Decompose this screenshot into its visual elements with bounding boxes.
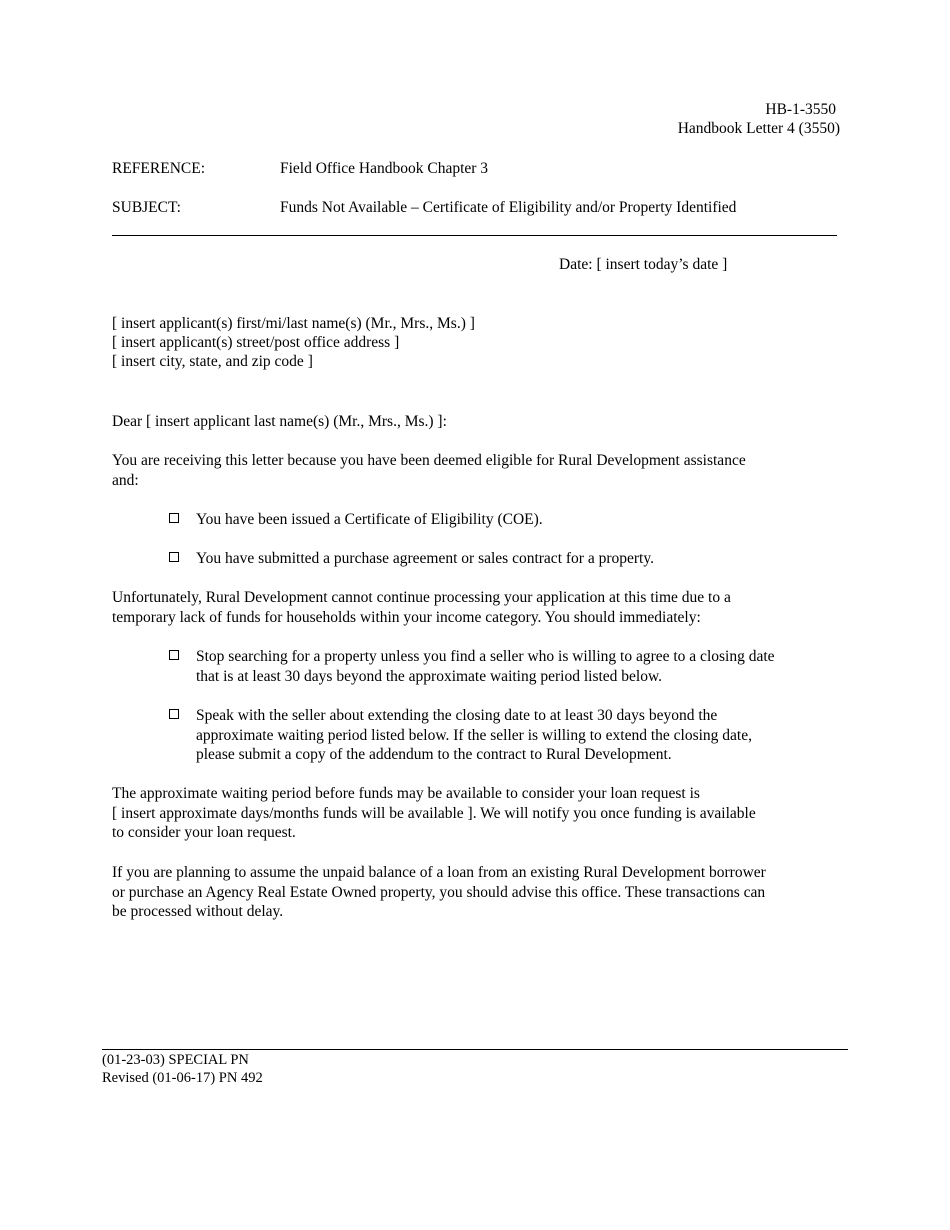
waiting-period-line: to consider your loan request. bbox=[112, 824, 296, 841]
option-purchase-agreement: You have submitted a purchase agreement or sales contract for a property. bbox=[196, 550, 654, 567]
reference-label: REFERENCE: bbox=[112, 160, 206, 177]
checkbox-purchase-agreement[interactable] bbox=[169, 552, 179, 562]
intro-line: and: bbox=[112, 471, 139, 489]
option-coe-issued: You have been issued a Certificate of Eligibility (COE). bbox=[196, 511, 543, 528]
subject-label: SUBJECT: bbox=[112, 199, 181, 216]
address-city-state-zip: [ insert city, state, and zip code ] bbox=[112, 353, 313, 370]
form-number: HB-1-3550 bbox=[765, 101, 836, 118]
subject-value: Funds Not Available – Certificate of Eligibility and/or Property Identified bbox=[280, 199, 737, 216]
footer-divider bbox=[102, 1049, 848, 1050]
assume-loan-line: If you are planning to assume the unpaid balance of a loan from an existing Rural Development borrower bbox=[112, 864, 766, 881]
action-stop-searching: Stop searching for a property unless you find a seller who is willing to agree to a closing date that is at least 30 days beyond the approximate waiting period listed below. bbox=[196, 648, 775, 685]
assume-loan-line: be processed without delay. bbox=[112, 903, 284, 920]
intro-line: You are receiving this letter because you have been deemed eligible for Rural Development assistance bbox=[112, 452, 746, 469]
footer-line-2: Revised (01-06-17) PN 492 bbox=[102, 1070, 263, 1086]
intro-paragraph bbox=[112, 451, 842, 490]
action-speak-with-seller: Speak with the seller about extending the closing date to at least 30 days beyond the approximate waiting period listed below. If the seller is willing to extend the closing date, please submit a copy of the addendum to the contract to Rural Development. bbox=[196, 707, 752, 763]
unfortunately-line: temporary lack of funds for households within your income category. You should immediately: bbox=[112, 608, 701, 626]
address-block bbox=[112, 314, 842, 371]
address-name: [ insert applicant(s) first/mi/last name(s) (Mr., Mrs., Ms.) ] bbox=[112, 315, 475, 332]
unfortunately-line: Unfortunately, Rural Development cannot continue processing your application at this time due to a bbox=[112, 589, 731, 606]
assume-loan-line: or purchase an Agency Real Estate Owned property, you should advise this office. These transactions can bbox=[112, 883, 766, 901]
header-divider bbox=[112, 235, 837, 236]
date-line: Date: [ insert today’s date ] bbox=[559, 256, 728, 273]
footer-line-1: (01-23-03) SPECIAL PN bbox=[102, 1052, 249, 1068]
assume-loan-paragraph bbox=[112, 863, 842, 922]
waiting-period-line: The approximate waiting period before funds may be available to consider your loan request is bbox=[112, 785, 700, 802]
checkbox-speak-with-seller[interactable] bbox=[169, 709, 179, 719]
address-street: [ insert applicant(s) street/post office address ] bbox=[112, 334, 400, 351]
unfortunately-paragraph bbox=[112, 588, 842, 627]
reference-value: Field Office Handbook Chapter 3 bbox=[280, 160, 489, 177]
waiting-period-line: [ insert approximate days/months funds will be available ]. We will notify you once funding is available bbox=[112, 804, 756, 822]
salutation: Dear [ insert applicant last name(s) (Mr., Mrs., Ms.) ]: bbox=[112, 413, 447, 430]
waiting-period-paragraph bbox=[112, 784, 842, 843]
handbook-letter-number: Handbook Letter 4 (3550) bbox=[677, 120, 840, 137]
checkbox-stop-searching[interactable] bbox=[169, 650, 179, 660]
checkbox-coe-issued[interactable] bbox=[169, 513, 179, 523]
